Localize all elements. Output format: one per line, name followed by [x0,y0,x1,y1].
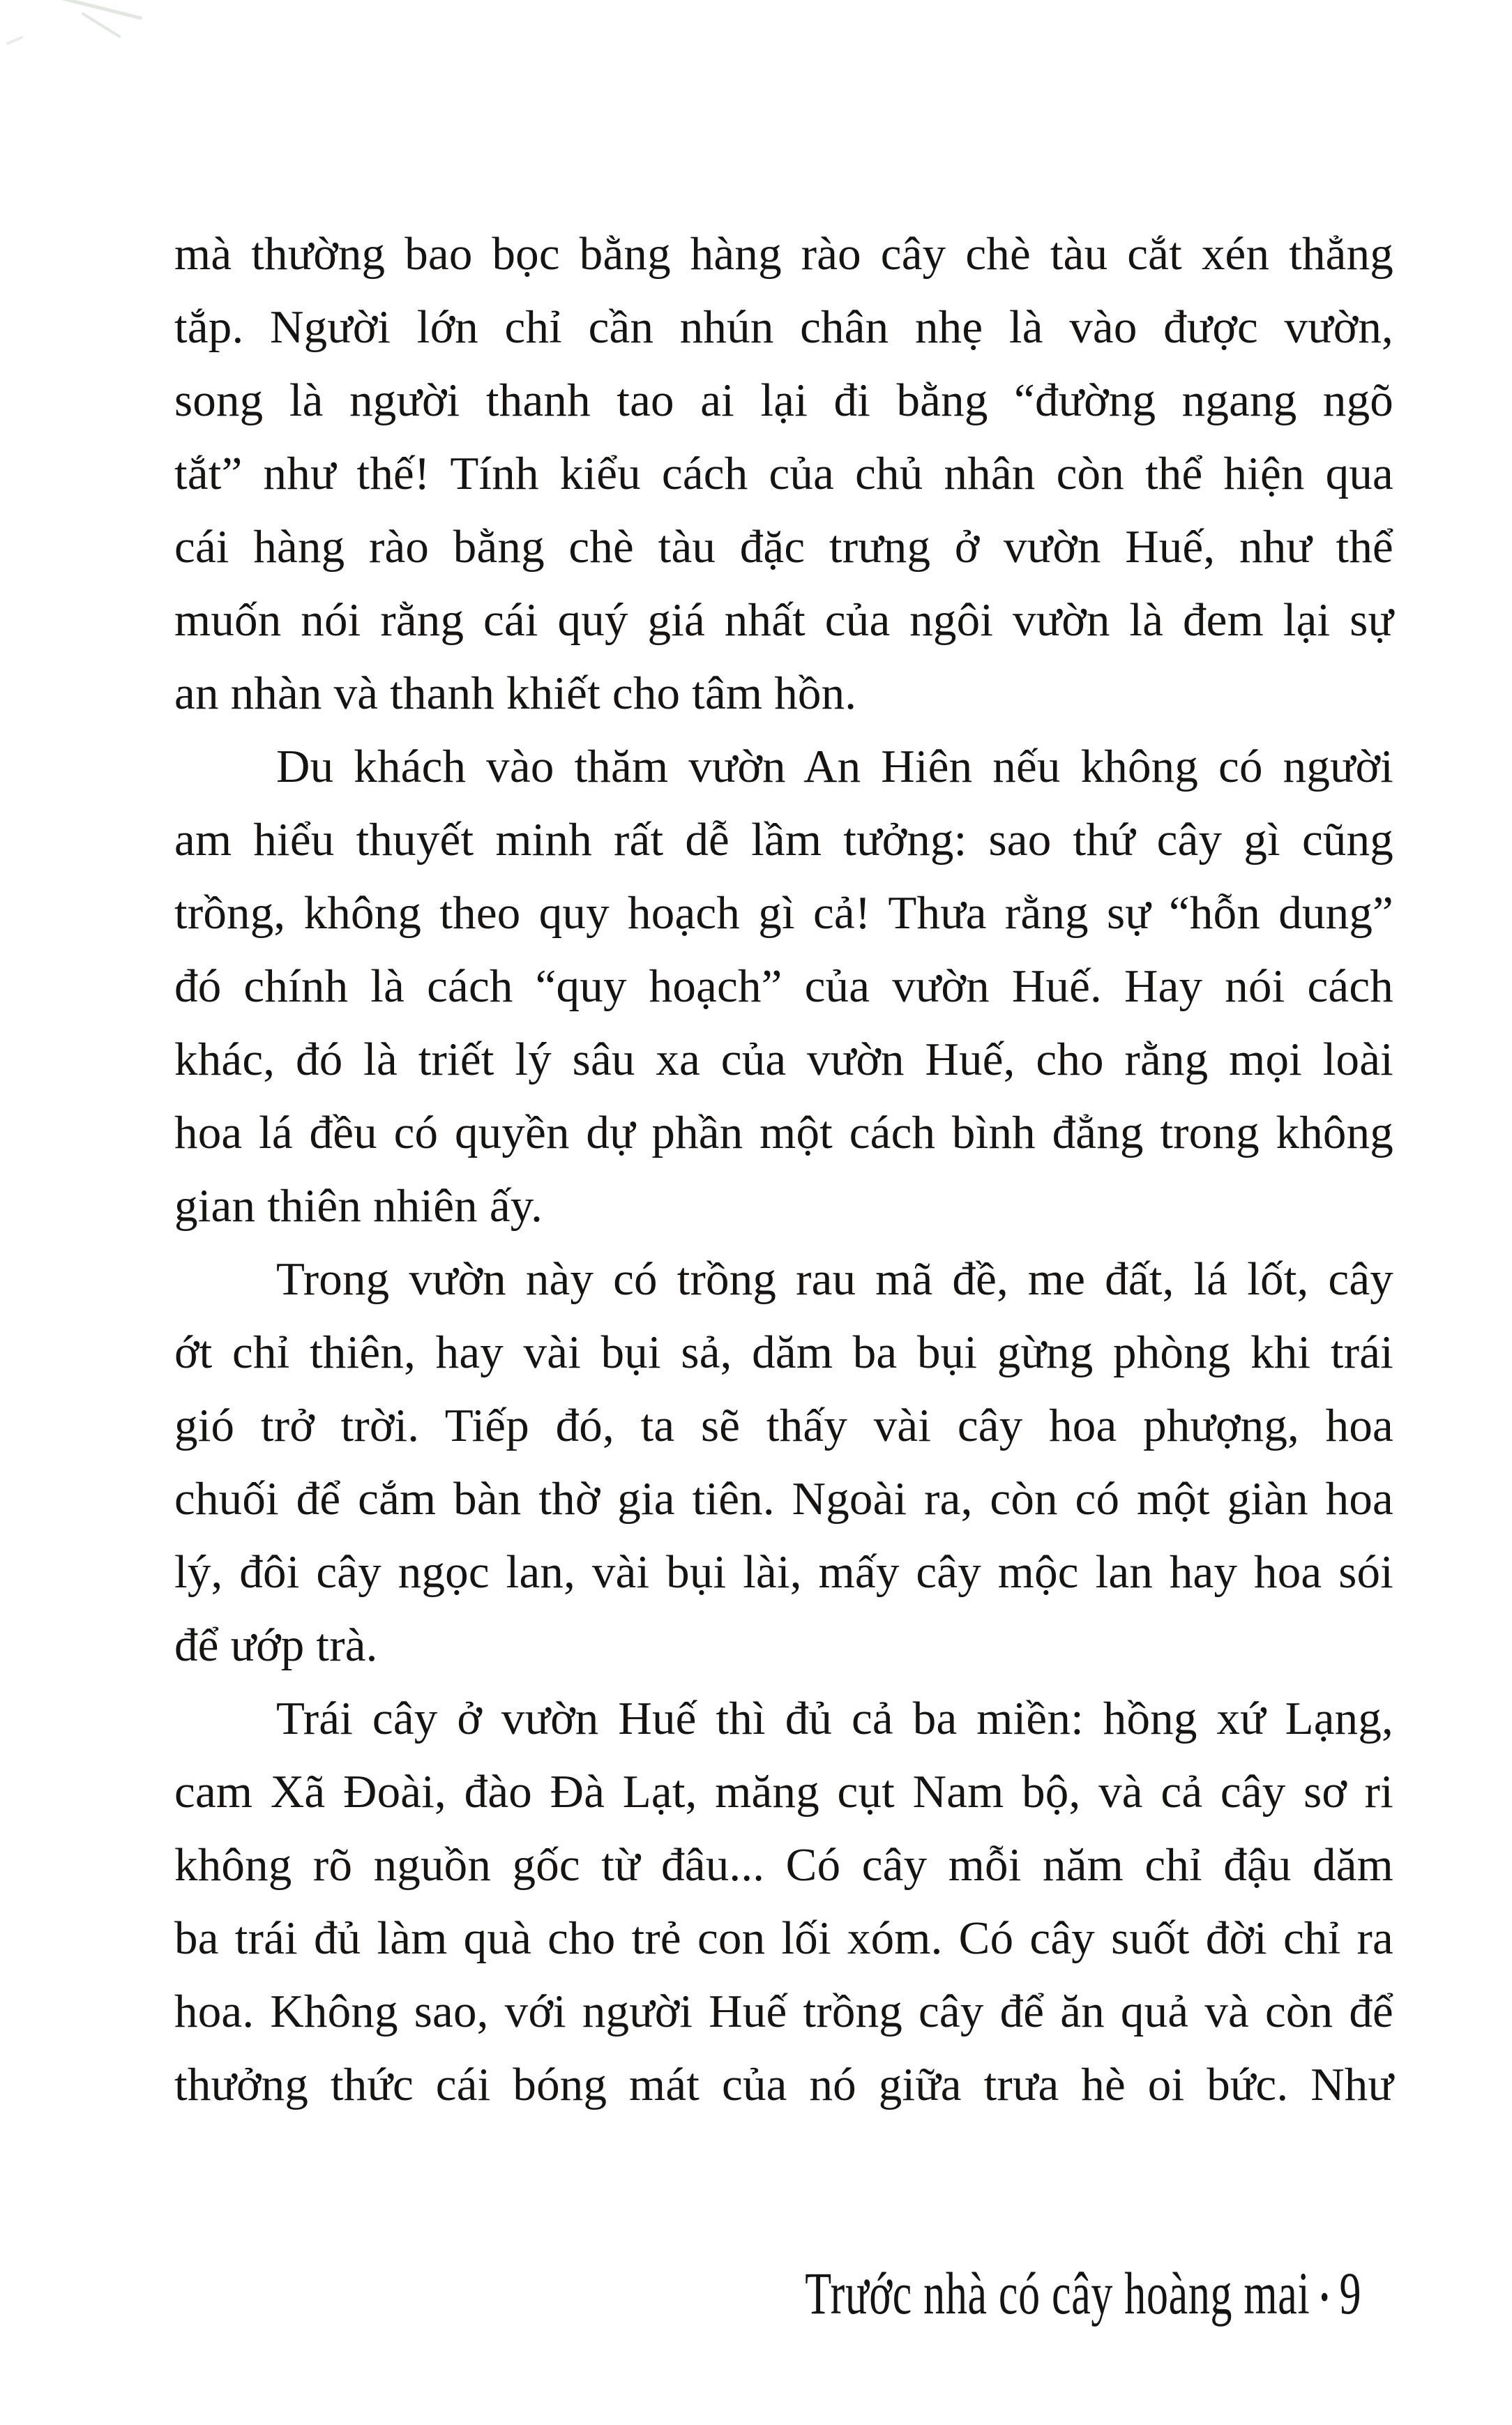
text-line: hoa. Không sao, với người Huế trồng cây để ăn quả và còn để [174,1986,1393,2037]
text-line: Du khách vào thăm vườn An Hiên nếu không có người [276,741,1393,792]
text-line: thưởng thức cái bóng mát của nó giữa trưa hè oi bức. Như [174,2059,1393,2110]
text-line: am hiểu thuyết minh rất dễ lầm tưởng: sao thứ cây gì cũng [174,814,1393,866]
text-line: trồng, không theo quy hoạch gì cả! Thưa rằng sự “hỗn dung” [174,887,1393,939]
text-line: tắt” như thế! Tính kiểu cách của chủ nhân còn thể hiện qua [174,448,1393,499]
text-line: an nhàn và thanh khiết cho tâm hồn. [174,667,857,719]
text-line: không rõ nguồn gốc từ đâu... Có cây mỗi năm chỉ đậu dăm [174,1839,1393,1891]
text-line: để ướp trà. [174,1619,378,1671]
text-line: mà thường bao bọc bằng hàng rào cây chè tàu cắt xén thẳng [174,228,1393,280]
text-line: tắp. Người lớn chỉ cần nhún chân nhẹ là vào được vườn, [174,301,1393,353]
paragraph [174,1682,1393,2122]
scan-scratch [6,36,23,45]
paragraph [174,1243,1393,1682]
text-line: khác, đó là triết lý sâu xa của vườn Huế, cho rằng mọi loài [174,1034,1393,1085]
scan-scratch [81,12,121,38]
paragraph [174,218,1393,730]
book-title: Trước nhà có cây hoàng mai [805,2260,1310,2327]
separator-dot: • [1320,2278,1329,2317]
text-line: hoa lá đều có quyền dự phần một cách bình đẳng trong không [174,1107,1393,1158]
text-line: ba trái đủ làm quà cho trẻ con lối xóm. Có cây suốt đời chỉ ra [174,1912,1393,1964]
text-line: Trong vườn này có trồng rau mã đề, me đất, lá lốt, cây [276,1253,1393,1305]
paragraph [174,730,1393,1243]
text-line: chuối để cắm bàn thờ gia tiên. Ngoài ra, còn có một giàn hoa [174,1473,1393,1525]
page-footer [805,2257,1361,2329]
text-line: Trái cây ở vườn Huế thì đủ cả ba miền: hồng xứ Lạng, [276,1693,1393,1744]
text-line: cái hàng rào bằng chè tàu đặc trưng ở vườn Huế, như thể [174,521,1393,573]
text-line: song là người thanh tao ai lại đi bằng “đường ngang ngõ [174,375,1393,426]
text-line: gian thiên nhiên ấy. [174,1180,543,1232]
text-line: lý, đôi cây ngọc lan, vài bụi lài, mấy cây mộc lan hay hoa sói [174,1546,1393,1598]
text-line: đó chính là cách “quy hoạch” của vườn Huế. Hay nói cách [174,960,1393,1012]
text-line: muốn nói rằng cái quý giá nhất của ngôi vườn là đem lại sự [174,594,1393,646]
body-text [174,218,1393,2122]
text-line: gió trở trời. Tiếp đó, ta sẽ thấy vài cây hoa phượng, hoa [174,1400,1393,1451]
page-number: 9 [1339,2260,1361,2327]
text-line: cam Xã Đoài, đào Đà Lạt, măng cụt Nam bộ, và cả cây sơ ri [174,1766,1393,1818]
scan-scratch [42,0,143,20]
text-line: ớt chỉ thiên, hay vài bụi sả, dăm ba bụi gừng phòng khi trái [174,1327,1393,1378]
